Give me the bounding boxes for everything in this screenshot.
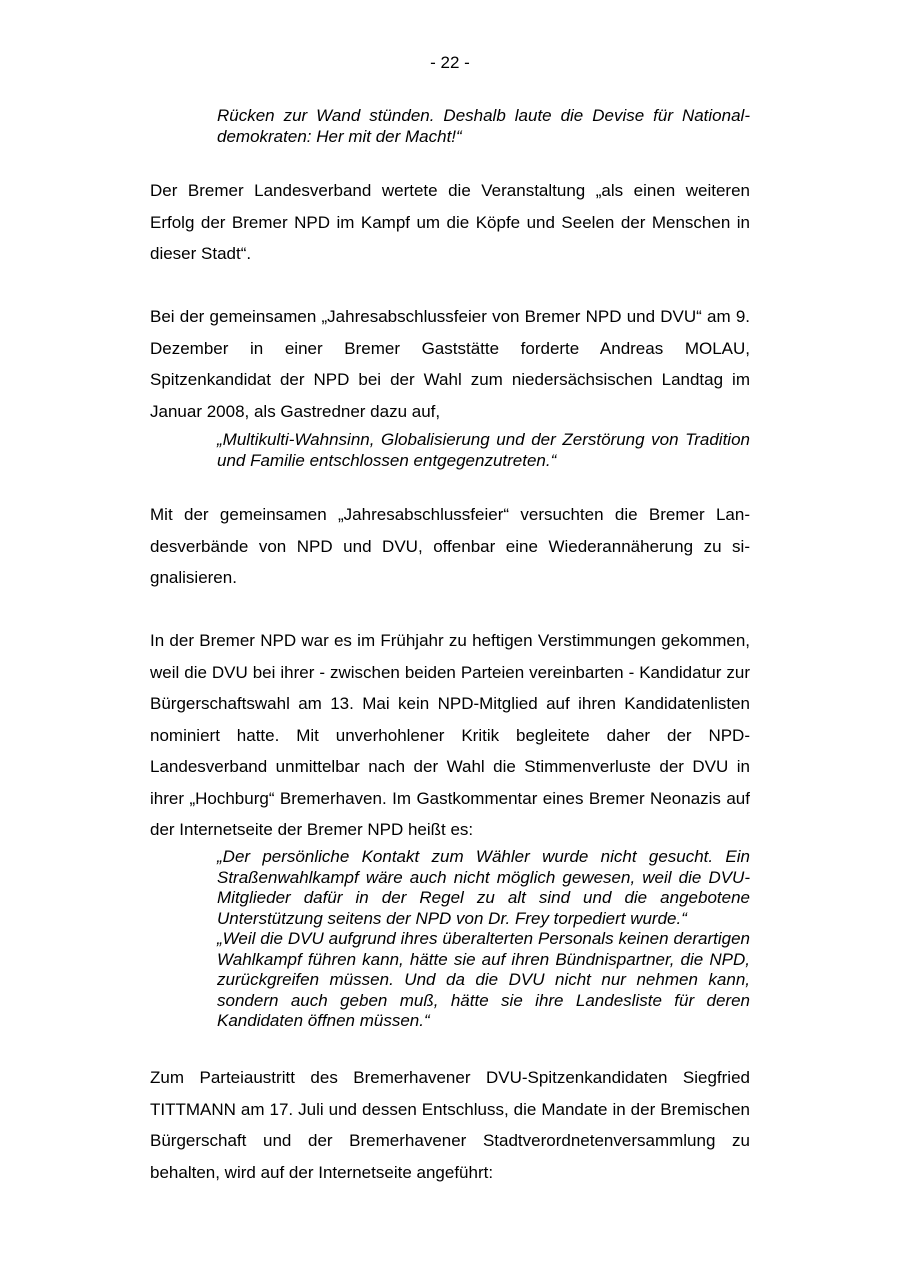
quote-text: „Der persönliche Kontakt zum Wähler wurde nicht gesucht. Ein Straßenwahlkampf wäre auch nicht möglich gewesen, weil die DVU-Mitglieder dafür in der Regel zu alt sind und die angebotene Unterstützung seitens der NPD von Dr. Frey torpediert wurde.“	[217, 847, 750, 928]
body-paragraph: Mit der gemeinsamen „Jahresabschlussfeier“ versuchten die Bremer Landesverbände von NPD und DVU, offenbar eine Wiederannäherung zu signalisieren.	[150, 505, 750, 587]
block-quote	[217, 847, 750, 1032]
quote-text: „Multikulti-Wahnsinn, Globalisierung und der Zerstörung von Tradition und Familie entschlossen entgegenzutreten.“	[217, 430, 750, 470]
block-quote	[217, 430, 750, 471]
body-paragraph: Zum Parteiaustritt des Bremerhavener DVU-Spitzenkandidaten Siegfried TITTMANN am 17. Juli und dessen Entschluss, die Mandate in der Bremischen Bürgerschaft und der Bremerhavener Stadtverordnetenversammlung zu behalten, wird auf der Internetseite angeführt:	[150, 1068, 750, 1182]
body-paragraph: Bei der gemeinsamen „Jahresabschlussfeier von Bremer NPD und DVU“ am 9. Dezember in einer Bremer Gaststätte forderte Andreas MOLAU, Spitzenkandidat der NPD bei der Wahl zum niedersächsischen Landtag im Januar 2008, als Gastredner dazu auf,	[150, 307, 750, 421]
block-quote	[217, 106, 750, 147]
body-paragraph: Der Bremer Landesverband wertete die Veranstaltung „als einen weiteren Erfolg der Bremer NPD im Kampf um die Köpfe und Seelen der Menschen in dieser Stadt“.	[150, 181, 750, 263]
page-number: - 22 -	[430, 53, 470, 72]
quote-text: Rücken zur Wand stünden. Deshalb laute die Devise für Nationaldemokraten: Her mit der Macht!“	[217, 106, 750, 146]
quote-text: „Weil die DVU aufgrund ihres überalterten Personals keinen derartigen Wahlkampf führen kann, hätte sie auf ihren Bündnispartner, die NPD, zurückgreifen müssen. Und da die DVU nicht nur nehmen kann, sondern auch geben muß, hätte sie ihre Landesliste für deren Kandidaten öffnen müssen.“	[217, 929, 750, 1030]
body-paragraph: In der Bremer NPD war es im Frühjahr zu heftigen Verstimmungen gekommen, weil die DVU bei ihrer - zwischen beiden Parteien vereinbarten - Kandidatur zur Bürgerschaftswahl am 13. Mai kein NPD-Mitglied auf ihren Kandidatenlisten nominiert hatte. Mit unverhohlener Kritik begleitete daher der NPD-Landesverband unmittelbar nach der Wahl die Stimmenverluste der DVU in ihrer „Hochburg“ Bremerhaven. Im Gastkommentar eines Bremer Neonazis auf der Internetseite der Bremer NPD heißt es:	[150, 631, 750, 839]
